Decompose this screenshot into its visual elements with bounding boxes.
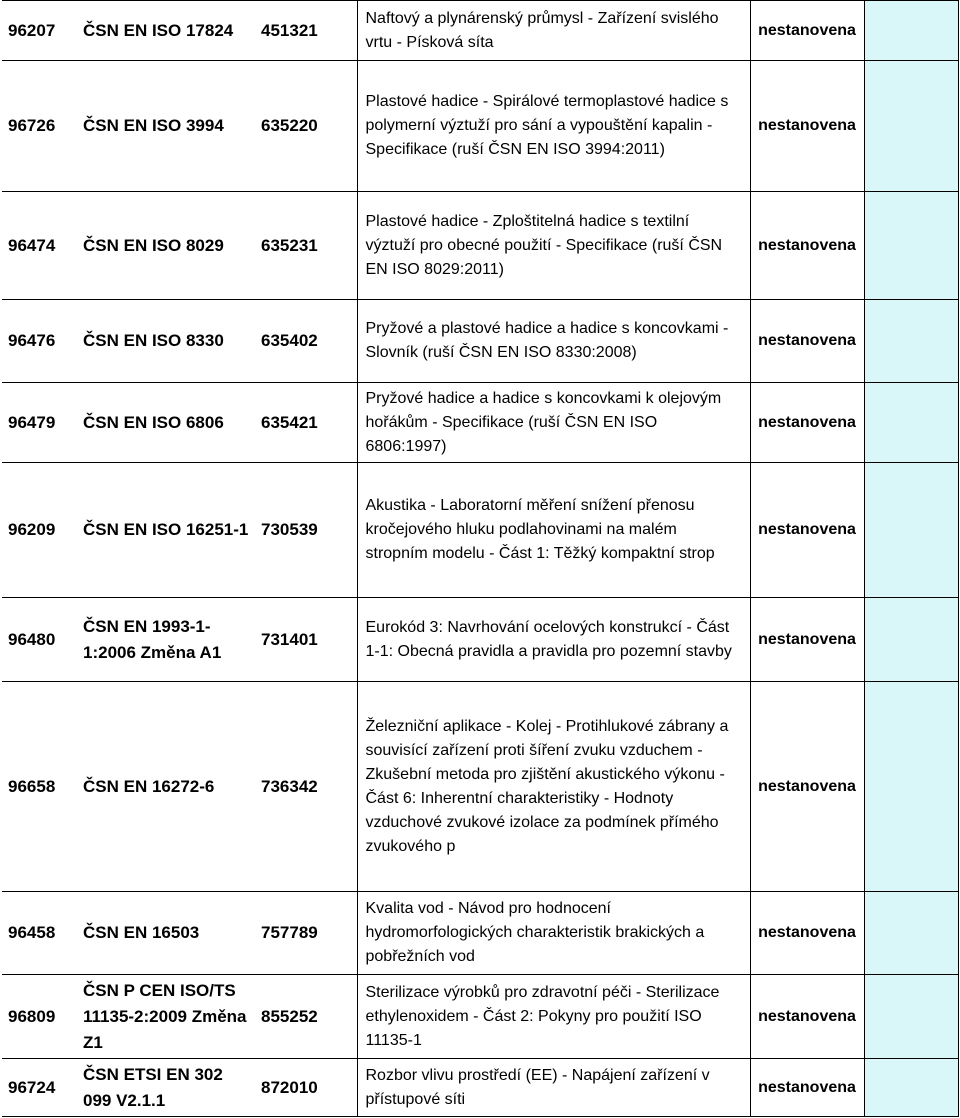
- row-id: 96207: [2, 1, 77, 61]
- table-row: [2, 61, 958, 192]
- row-standard: ČSN EN ISO 8029: [77, 192, 255, 300]
- row-empty-cell: [864, 1059, 958, 1117]
- row-id: 96209: [2, 463, 77, 598]
- row-status: nestanovena: [750, 975, 864, 1059]
- table-row: [2, 300, 958, 383]
- table-row: [2, 892, 958, 975]
- row-standard: ČSN EN 1993-1-1:2006 Změna A1: [77, 598, 255, 682]
- row-status: nestanovena: [750, 598, 864, 682]
- row-code: 635421: [255, 383, 357, 463]
- row-code: 451321: [255, 1, 357, 61]
- row-empty-cell: [864, 300, 958, 383]
- row-standard: ČSN EN ISO 16251-1: [77, 463, 255, 598]
- row-code: 635402: [255, 300, 357, 383]
- row-id: 96726: [2, 61, 77, 192]
- row-id: 96658: [2, 682, 77, 892]
- row-standard: ČSN EN ISO 17824: [77, 1, 255, 61]
- row-status: nestanovena: [750, 1, 864, 61]
- row-empty-cell: [864, 1, 958, 61]
- row-standard: ČSN EN ISO 6806: [77, 383, 255, 463]
- row-id: 96809: [2, 975, 77, 1059]
- row-code: 635220: [255, 61, 357, 192]
- standards-table: [2, 0, 959, 1117]
- row-id: 96724: [2, 1059, 77, 1117]
- row-description: Pryžové a plastové hadice a hadice s koncovkami - Slovník (ruší ČSN EN ISO 8330:2008): [357, 300, 750, 383]
- row-id: 96480: [2, 598, 77, 682]
- row-standard: ČSN EN 16503: [77, 892, 255, 975]
- row-empty-cell: [864, 463, 958, 598]
- table-row: [2, 598, 958, 682]
- row-status: nestanovena: [750, 463, 864, 598]
- row-description: Plastové hadice - Zploštitelná hadice s textilní výztuží pro obecné použití - Specifikace (ruší ČSN EN ISO 8029:2011): [357, 192, 750, 300]
- row-description: Plastové hadice - Spirálové termoplastové hadice s polymerní výztuží pro sání a vypouštění kapalin - Specifikace (ruší ČSN EN ISO 3994:2011): [357, 61, 750, 192]
- row-id: 96474: [2, 192, 77, 300]
- row-id: 96479: [2, 383, 77, 463]
- row-standard: ČSN P CEN ISO/TS 11135-2:2009 Změna Z1: [77, 975, 255, 1059]
- row-code: 872010: [255, 1059, 357, 1117]
- row-empty-cell: [864, 975, 958, 1059]
- table-row: [2, 975, 958, 1059]
- row-code: 730539: [255, 463, 357, 598]
- row-standard: ČSN EN 16272-6: [77, 682, 255, 892]
- row-empty-cell: [864, 61, 958, 192]
- table-row: [2, 383, 958, 463]
- row-empty-cell: [864, 598, 958, 682]
- row-empty-cell: [864, 383, 958, 463]
- row-status: nestanovena: [750, 300, 864, 383]
- row-description: Železniční aplikace - Kolej - Protihlukové zábrany a souvisící zařízení proti šíření zvuku vzduchem - Zkušební metoda pro zjištění akustického výkonu - Část 6: Inherentní charakteristiky - Hodnoty vzduchové zvukové izolace za podmínek přímého zvukového p: [357, 682, 750, 892]
- row-description: Rozbor vlivu prostředí (EE) - Napájení zařízení v přístupové síti: [357, 1059, 750, 1117]
- row-code: 757789: [255, 892, 357, 975]
- row-empty-cell: [864, 892, 958, 975]
- table-row: [2, 463, 958, 598]
- row-empty-cell: [864, 682, 958, 892]
- row-code: 635231: [255, 192, 357, 300]
- row-description: Akustika - Laboratorní měření snížení přenosu kročejového hluku podlahovinami na malém stropním modelu - Část 1: Těžký kompaktní strop: [357, 463, 750, 598]
- row-status: nestanovena: [750, 61, 864, 192]
- row-standard: ČSN EN ISO 3994: [77, 61, 255, 192]
- row-status: nestanovena: [750, 192, 864, 300]
- row-description: Sterilizace výrobků pro zdravotní péči - Sterilizace ethylenoxidem - Část 2: Pokyny pro použití ISO 11135-1: [357, 975, 750, 1059]
- row-standard: ČSN ETSI EN 302 099 V2.1.1: [77, 1059, 255, 1117]
- table-row: [2, 192, 958, 300]
- row-description: Kvalita vod - Návod pro hodnocení hydromorfologických charakteristik brakických a pobřežních vod: [357, 892, 750, 975]
- table-row: [2, 1, 958, 61]
- table-row: [2, 682, 958, 892]
- row-empty-cell: [864, 192, 958, 300]
- row-status: nestanovena: [750, 892, 864, 975]
- row-code: 731401: [255, 598, 357, 682]
- row-code: 855252: [255, 975, 357, 1059]
- row-description: Pryžové hadice a hadice s koncovkami k olejovým hořákům - Specifikace (ruší ČSN EN ISO 6806:1997): [357, 383, 750, 463]
- row-id: 96458: [2, 892, 77, 975]
- row-status: nestanovena: [750, 682, 864, 892]
- row-id: 96476: [2, 300, 77, 383]
- table-row: [2, 1059, 958, 1117]
- row-status: nestanovena: [750, 383, 864, 463]
- row-description: Naftový a plynárenský průmysl - Zařízení svislého vrtu - Písková síta: [357, 1, 750, 61]
- row-code: 736342: [255, 682, 357, 892]
- row-status: nestanovena: [750, 1059, 864, 1117]
- row-description: Eurokód 3: Navrhování ocelových konstrukcí - Část 1-1: Obecná pravidla a pravidla pro pozemní stavby: [357, 598, 750, 682]
- row-standard: ČSN EN ISO 8330: [77, 300, 255, 383]
